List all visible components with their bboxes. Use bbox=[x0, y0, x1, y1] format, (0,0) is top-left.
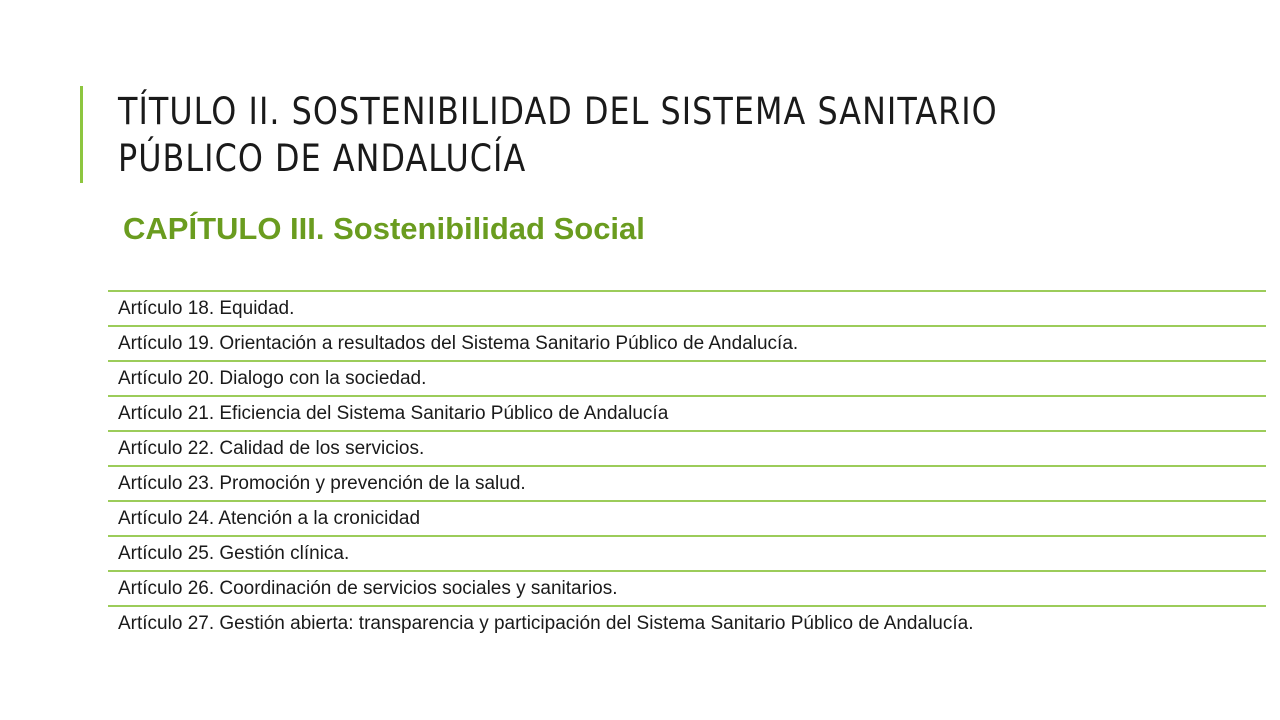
article-item-22: Artículo 22. Calidad de los servicios. bbox=[108, 432, 1266, 467]
slide-title-line-1: TÍTULO II. SOSTENIBILIDAD DEL SISTEMA SANITARIO bbox=[118, 90, 998, 133]
slide-title-line-2: PÚBLICO DE ANDALUCÍA bbox=[118, 137, 527, 180]
chapter-subtitle: CAPÍTULO III. Sostenibilidad Social bbox=[123, 211, 645, 246]
article-item-23: Artículo 23. Promoción y prevención de la salud. bbox=[108, 467, 1266, 502]
article-item-27: Artículo 27. Gestión abierta: transparencia y participación del Sistema Sanitario Público de Andalucía. bbox=[118, 613, 974, 634]
article-item-21: Artículo 21. Eficiencia del Sistema Sanitario Público de Andalucía bbox=[108, 397, 1266, 432]
article-item-20: Artículo 20. Dialogo con la sociedad. bbox=[108, 362, 1266, 397]
article-item-25: Artículo 25. Gestión clínica. bbox=[108, 537, 1266, 572]
article-item-19: Artículo 19. Orientación a resultados del Sistema Sanitario Público de Andalucía. bbox=[108, 327, 1266, 362]
article-item-24: Artículo 24. Atención a la cronicidad bbox=[108, 502, 1266, 537]
slide-title bbox=[118, 88, 1064, 182]
article-item-18: Artículo 18. Equidad. bbox=[108, 292, 1266, 327]
title-accent-bar bbox=[80, 86, 83, 183]
article-list bbox=[108, 290, 1266, 640]
article-item-26: Artículo 26. Coordinación de servicios sociales y sanitarios. bbox=[108, 572, 1266, 607]
